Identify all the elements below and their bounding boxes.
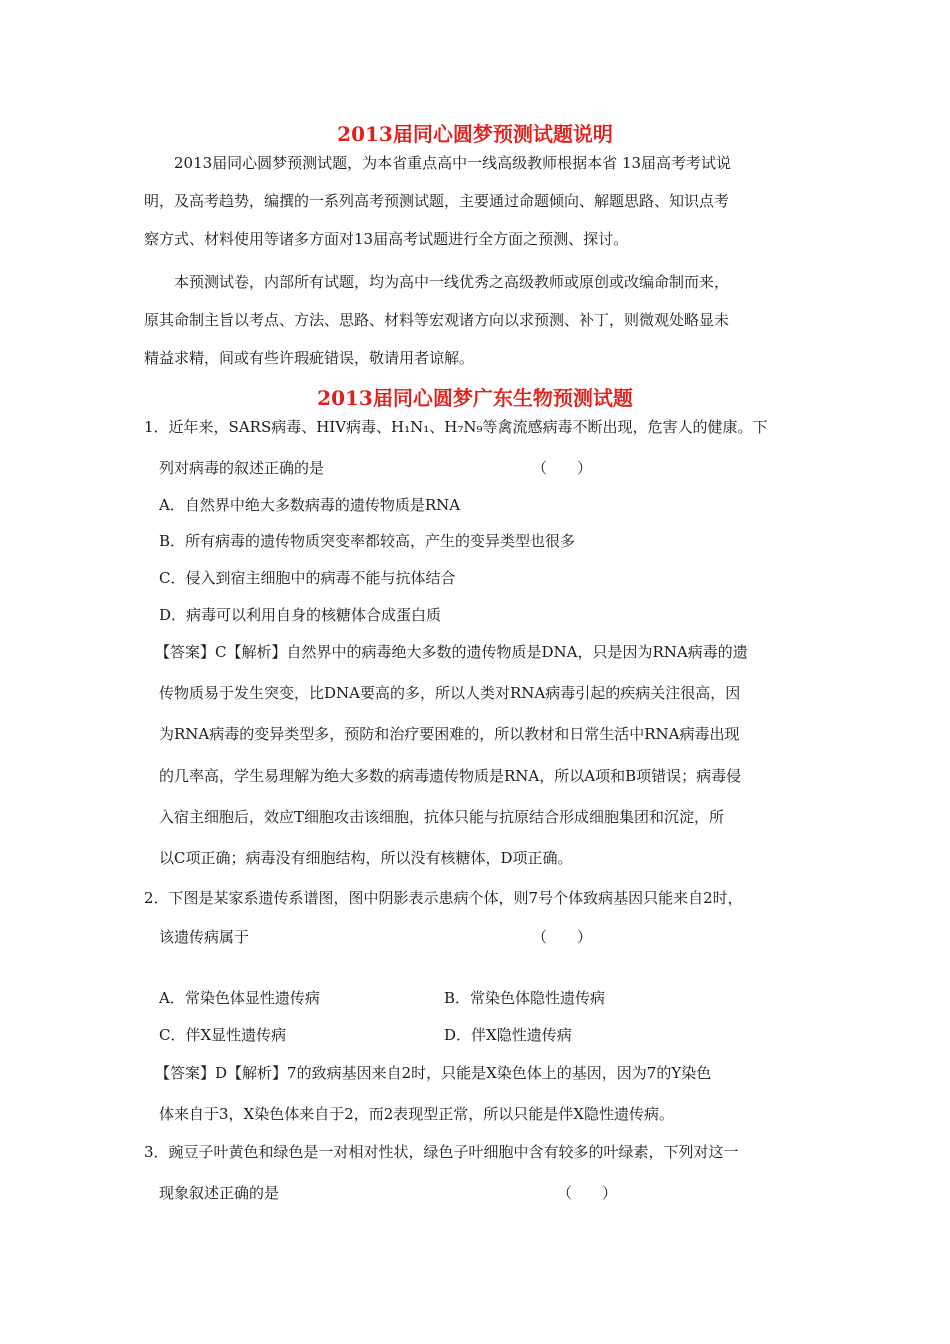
question-2-answer-blank: （ ）	[532, 928, 593, 946]
question-1-option-c: C．侵入到宿主细胞中的病毒不能与抗体结合	[159, 569, 456, 587]
question-3-stem-line-2: 现象叙述正确的是	[159, 1184, 280, 1202]
question-3-answer-blank: （ ）	[557, 1184, 618, 1202]
question-2-answer-line-2: 体来自于3，X染色体来自于2，而2表现型正常，所以只能是伴X隐性遗传病。	[159, 1105, 674, 1123]
intro-paragraph-2-line-1: 本预测试卷，内部所有试题，均为高中一线优秀之高级教师或原创或改编命制而来，	[174, 273, 730, 291]
question-2-option-b: B．常染色体隐性遗传病	[444, 989, 606, 1007]
question-1-answer-blank: （ ）	[532, 459, 593, 477]
intro-paragraph-2-line-2: 原其命制主旨以考点、方法、思路、材料等宏观诸方向以求预测、补丁，则微观处略显未	[144, 311, 730, 329]
question-1-option-a: A．自然界中绝大多数病毒的遗传物质是RNA	[159, 496, 461, 514]
question-1-option-b: B．所有病毒的遗传物质突变率都较高，产生的变异类型也很多	[159, 532, 576, 550]
question-2-stem-line-1: 2．下图是某家系遗传系谱图，图中阴影表示患病个体，则7号个体致病基因只能来自2时，	[144, 889, 743, 907]
question-2-option-d: D．伴X隐性遗传病	[444, 1026, 572, 1044]
question-3-stem-line-1: 3．豌豆子叶黄色和绿色是一对相对性状，绿色子叶细胞中含有较多的叶绿素，下列对这一	[144, 1143, 739, 1161]
question-1-answer-line-2: 传物质易于发生突变，比DNA要高的多，所以人类对RNA病毒引起的疾病关注很高，因	[159, 684, 741, 702]
intro-paragraph-2-line-3: 精益求精，间或有些许瑕疵错误，敬请用者谅解。	[144, 349, 475, 367]
question-1-stem-line-2: 列对病毒的叙述正确的是	[159, 459, 325, 477]
question-2-option-a: A．常染色体显性遗传病	[159, 989, 320, 1007]
question-2-option-c: C．伴X显性遗传病	[159, 1026, 287, 1044]
question-1-option-d: D．病毒可以利用自身的核糖体合成蛋白质	[159, 606, 442, 624]
question-1-answer-line-6: 以C项正确；病毒没有细胞结构，所以没有核糖体，D项正确。	[159, 849, 573, 867]
intro-title: 2013届同心圆梦预测试题说明	[337, 122, 613, 146]
intro-paragraph-1-line-1: 2013届同心圆梦预测试题，为本省重点高中一线高级教师根据本省 13届高考考试说	[174, 154, 732, 172]
question-1-stem-line-1: 1．近年来，SARS病毒、HIV病毒、H₁N₁、H₇N₉等禽流感病毒不断出现，危害人的健康。下	[144, 418, 768, 436]
question-1-answer-line-1: 【答案】C【解析】自然界中的病毒绝大多数的遗传物质是DNA，只是因为RNA病毒的遗	[155, 643, 748, 661]
question-1-answer-line-3: 为RNA病毒的变异类型多，预防和治疗要困难的，所以教材和日常生活中RNA病毒出现	[159, 725, 740, 743]
intro-paragraph-1-line-3: 察方式、材料使用等诸多方面对13届高考试题进行全方面之预测、探讨。	[144, 230, 629, 248]
exam-title: 2013届同心圆梦广东生物预测试题	[317, 386, 633, 410]
question-1-answer-line-5: 入宿主细胞后，效应T细胞攻击该细胞，抗体只能与抗原结合形成细胞集团和沉淀，所	[159, 808, 725, 826]
question-2-stem-line-2: 该遗传病属于	[159, 928, 250, 946]
intro-paragraph-1-line-2: 明，及高考趋势，编撰的一系列高考预测试题，主要通过命题倾向、解题思路、知识点考	[144, 192, 730, 210]
question-2-answer-line-1: 【答案】D【解析】7的致病基因来自2时，只能是X染色体上的基因，因为7的Y染色	[155, 1064, 712, 1082]
question-1-answer-line-4: 的几率高，学生易理解为绝大多数的病毒遗传物质是RNA，所以A项和B项错误；病毒侵	[159, 767, 742, 785]
